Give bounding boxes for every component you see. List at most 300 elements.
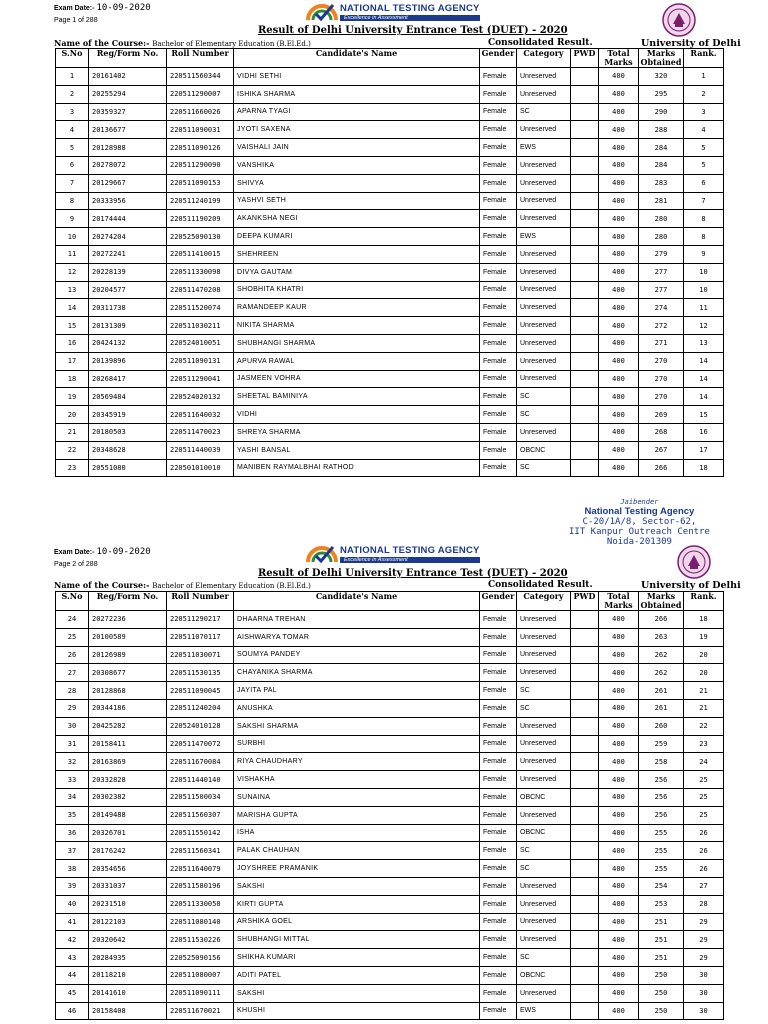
total-marks-cell: 400 — [599, 1002, 639, 1020]
consolidated-label: Consolidated Result. — [488, 580, 593, 590]
gender-cell: Female — [480, 459, 517, 477]
table-row — [56, 682, 724, 700]
serial-number-cell: 1 — [56, 68, 89, 86]
gender-cell: Female — [480, 753, 517, 771]
gender-cell: Female — [480, 860, 517, 878]
university-name: University of Delhi — [641, 580, 741, 591]
table-row — [56, 192, 724, 210]
reg-form-number-cell: 20139896 — [89, 352, 167, 370]
marks-obtained-cell: 261 — [639, 682, 684, 700]
column-header-candidate-name: Candidate's Name — [234, 592, 480, 611]
total-marks-cell: 400 — [599, 842, 639, 860]
gender-cell: Female — [480, 441, 517, 459]
total-marks-cell: 400 — [599, 85, 639, 103]
marks-obtained-cell: 270 — [639, 352, 684, 370]
candidate-name-cell: SOUMYA PANDEY — [234, 646, 480, 664]
reg-form-number-cell: 20131309 — [89, 317, 167, 335]
rank-cell: 17 — [684, 441, 724, 459]
pwd-cell — [571, 753, 599, 771]
rank-cell: 20 — [684, 646, 724, 664]
nta-logo: NATIONAL TESTING AGENCY Excellence in Assessment — [306, 542, 480, 566]
serial-number-cell: 39 — [56, 877, 89, 895]
category-cell: Unreserved — [517, 753, 571, 771]
total-marks-cell: 400 — [599, 352, 639, 370]
nta-emblem-icon — [306, 0, 338, 24]
gender-cell: Female — [480, 174, 517, 192]
marks-obtained-cell: 260 — [639, 717, 684, 735]
column-header-candidate-name: Candidate's Name — [234, 49, 480, 68]
roll-number-cell: 220511190209 — [167, 210, 234, 228]
gender-cell: Female — [480, 949, 517, 967]
serial-number-cell: 42 — [56, 931, 89, 949]
serial-number-cell: 26 — [56, 646, 89, 664]
table-row — [56, 352, 724, 370]
category-cell: Unreserved — [517, 299, 571, 317]
nta-logo: NATIONAL TESTING AGENCY Excellence in Assessment — [306, 0, 480, 24]
reg-form-number-cell: 20320642 — [89, 931, 167, 949]
total-marks-cell: 400 — [599, 388, 639, 406]
pwd-cell — [571, 949, 599, 967]
table-row — [56, 895, 724, 913]
total-marks-cell: 400 — [599, 664, 639, 682]
pwd-cell — [571, 121, 599, 139]
marks-obtained-cell: 266 — [639, 459, 684, 477]
marks-obtained-cell: 250 — [639, 966, 684, 984]
category-cell: Unreserved — [517, 628, 571, 646]
rank-cell: 8 — [684, 210, 724, 228]
pwd-cell — [571, 771, 599, 789]
serial-number-cell: 40 — [56, 895, 89, 913]
category-cell: SC — [517, 388, 571, 406]
serial-number-cell: 14 — [56, 299, 89, 317]
roll-number-cell: 220511070117 — [167, 628, 234, 646]
gender-cell: Female — [480, 788, 517, 806]
category-cell: SC — [517, 682, 571, 700]
result-title: Result of Delhi University Entrance Test (DUET) - 2020 — [258, 568, 568, 579]
university-emblem-icon — [662, 3, 696, 37]
marks-obtained-cell: 251 — [639, 931, 684, 949]
gender-cell: Female — [480, 156, 517, 174]
gender-cell: Female — [480, 824, 517, 842]
table-row — [56, 913, 724, 931]
gender-cell: Female — [480, 646, 517, 664]
rank-cell: 11 — [684, 299, 724, 317]
serial-number-cell: 24 — [56, 611, 89, 629]
reg-form-number-cell: 20231510 — [89, 895, 167, 913]
gender-cell: Female — [480, 245, 517, 263]
table-row — [56, 210, 724, 228]
exam-date: Exam Date:- 10-09-2020 — [54, 547, 151, 557]
marks-obtained-cell: 262 — [639, 664, 684, 682]
roll-number-cell: 220511240204 — [167, 699, 234, 717]
marks-obtained-cell: 279 — [639, 245, 684, 263]
roll-number-cell: 220511330050 — [167, 895, 234, 913]
pwd-cell — [571, 103, 599, 121]
rank-cell: 28 — [684, 895, 724, 913]
roll-number-cell: 220511090045 — [167, 682, 234, 700]
rank-cell: 27 — [684, 877, 724, 895]
total-marks-cell: 400 — [599, 228, 639, 246]
result-table — [55, 591, 724, 1020]
rank-cell: 29 — [684, 949, 724, 967]
column-header-marks-obtained: Marks Obtained — [639, 49, 684, 68]
roll-number-cell: 220511440140 — [167, 771, 234, 789]
category-cell: Unreserved — [517, 174, 571, 192]
serial-number-cell: 20 — [56, 406, 89, 424]
category-cell: EWS — [517, 1002, 571, 1020]
rank-cell: 21 — [684, 682, 724, 700]
candidate-name-cell: SAKSHI — [234, 984, 480, 1002]
serial-number-cell: 43 — [56, 949, 89, 967]
rank-cell: 26 — [684, 842, 724, 860]
gender-cell: Female — [480, 352, 517, 370]
candidate-name-cell: AISHWARYA TOMAR — [234, 628, 480, 646]
rank-cell: 3 — [684, 103, 724, 121]
category-cell: Unreserved — [517, 245, 571, 263]
rank-cell: 26 — [684, 860, 724, 878]
serial-number-cell: 34 — [56, 788, 89, 806]
pwd-cell — [571, 877, 599, 895]
marks-obtained-cell: 284 — [639, 156, 684, 174]
pwd-cell — [571, 68, 599, 86]
rank-cell: 4 — [684, 121, 724, 139]
pwd-cell — [571, 441, 599, 459]
table-row — [56, 388, 724, 406]
rank-cell: 14 — [684, 370, 724, 388]
rank-cell: 29 — [684, 913, 724, 931]
roll-number-cell: 220501010010 — [167, 459, 234, 477]
pwd-cell — [571, 299, 599, 317]
table-row — [56, 121, 724, 139]
total-marks-cell: 400 — [599, 788, 639, 806]
rank-cell: 18 — [684, 459, 724, 477]
marks-obtained-cell: 270 — [639, 388, 684, 406]
roll-number-cell: 220511090111 — [167, 984, 234, 1002]
gender-cell: Female — [480, 699, 517, 717]
rank-cell: 13 — [684, 334, 724, 352]
university-emblem-icon — [677, 545, 711, 579]
marks-obtained-cell: 253 — [639, 895, 684, 913]
marks-obtained-cell: 288 — [639, 121, 684, 139]
rank-cell: 24 — [684, 753, 724, 771]
marks-obtained-cell: 255 — [639, 860, 684, 878]
candidate-name-cell: CHAYANIKA SHARMA — [234, 664, 480, 682]
marks-obtained-cell: 256 — [639, 806, 684, 824]
table-row — [56, 334, 724, 352]
table-header — [56, 592, 724, 611]
serial-number-cell: 33 — [56, 771, 89, 789]
column-header-gender: Gender — [480, 49, 517, 68]
reg-form-number-cell: 20176242 — [89, 842, 167, 860]
signature: Jaibender — [620, 498, 659, 506]
candidate-name-cell: SHIKHA KUMARI — [234, 949, 480, 967]
roll-number-cell: 220511290041 — [167, 370, 234, 388]
marks-obtained-cell: 320 — [639, 68, 684, 86]
serial-number-cell: 13 — [56, 281, 89, 299]
serial-number-cell: 28 — [56, 682, 89, 700]
roll-number-cell: 220511640079 — [167, 860, 234, 878]
table-row — [56, 824, 724, 842]
roll-number-cell: 220511530135 — [167, 664, 234, 682]
reg-form-number-cell: 20424132 — [89, 334, 167, 352]
category-cell: Unreserved — [517, 611, 571, 629]
pwd-cell — [571, 174, 599, 192]
category-cell: Unreserved — [517, 913, 571, 931]
reg-form-number-cell: 20161402 — [89, 68, 167, 86]
marks-obtained-cell: 261 — [639, 699, 684, 717]
reg-form-number-cell: 20174444 — [89, 210, 167, 228]
category-cell: Unreserved — [517, 806, 571, 824]
marks-obtained-cell: 259 — [639, 735, 684, 753]
total-marks-cell: 400 — [599, 156, 639, 174]
candidate-name-cell: SAKSHI — [234, 877, 480, 895]
marks-obtained-cell: 263 — [639, 628, 684, 646]
roll-number-cell: 220511560344 — [167, 68, 234, 86]
pwd-cell — [571, 85, 599, 103]
marks-obtained-cell: 270 — [639, 370, 684, 388]
table-row — [56, 842, 724, 860]
pwd-cell — [571, 210, 599, 228]
serial-number-cell: 12 — [56, 263, 89, 281]
serial-number-cell: 37 — [56, 842, 89, 860]
reg-form-number-cell: 20255294 — [89, 85, 167, 103]
rank-cell: 5 — [684, 139, 724, 157]
candidate-name-cell: YASHI BANSAL — [234, 441, 480, 459]
reg-form-number-cell: 20308677 — [89, 664, 167, 682]
rank-cell: 10 — [684, 281, 724, 299]
serial-number-cell: 16 — [56, 334, 89, 352]
roll-number-cell: 220511470023 — [167, 423, 234, 441]
gender-cell: Female — [480, 717, 517, 735]
exam-date: Exam Date:- 10-09-2020 — [54, 3, 151, 13]
gender-cell: Female — [480, 370, 517, 388]
category-cell: Unreserved — [517, 646, 571, 664]
reg-form-number-cell: 20100589 — [89, 628, 167, 646]
gender-cell: Female — [480, 771, 517, 789]
column-header-serial-number: S.No — [56, 49, 89, 68]
roll-number-cell: 220511090153 — [167, 174, 234, 192]
total-marks-cell: 400 — [599, 245, 639, 263]
total-marks-cell: 400 — [599, 771, 639, 789]
pwd-cell — [571, 717, 599, 735]
column-header-marks-obtained: Marks Obtained — [639, 592, 684, 611]
category-cell: SC — [517, 406, 571, 424]
gender-cell: Female — [480, 984, 517, 1002]
gender-cell: Female — [480, 664, 517, 682]
gender-cell: Female — [480, 423, 517, 441]
total-marks-cell: 400 — [599, 210, 639, 228]
gender-cell: Female — [480, 406, 517, 424]
total-marks-cell: 400 — [599, 699, 639, 717]
reg-form-number-cell: 20180503 — [89, 423, 167, 441]
category-cell: Unreserved — [517, 664, 571, 682]
serial-number-cell: 41 — [56, 913, 89, 931]
roll-number-cell: 220511290217 — [167, 611, 234, 629]
category-cell: Unreserved — [517, 984, 571, 1002]
total-marks-cell: 400 — [599, 103, 639, 121]
roll-number-cell: 220511080140 — [167, 913, 234, 931]
roll-number-cell: 220511080007 — [167, 966, 234, 984]
category-cell: Unreserved — [517, 263, 571, 281]
table-row — [56, 103, 724, 121]
roll-number-cell: 220511560307 — [167, 806, 234, 824]
candidate-name-cell: JOYSHREE PRAMANIK — [234, 860, 480, 878]
category-cell: Unreserved — [517, 931, 571, 949]
total-marks-cell: 400 — [599, 263, 639, 281]
rank-cell: 12 — [684, 317, 724, 335]
reg-form-number-cell: 20344186 — [89, 699, 167, 717]
pwd-cell — [571, 860, 599, 878]
pwd-cell — [571, 245, 599, 263]
table-row — [56, 984, 724, 1002]
candidate-name-cell: DIVYA GAUTAM — [234, 263, 480, 281]
marks-obtained-cell: 250 — [639, 984, 684, 1002]
table-row — [56, 931, 724, 949]
roll-number-cell: 220511670021 — [167, 1002, 234, 1020]
pwd-cell — [571, 1002, 599, 1020]
serial-number-cell: 27 — [56, 664, 89, 682]
marks-obtained-cell: 250 — [639, 1002, 684, 1020]
pwd-cell — [571, 699, 599, 717]
marks-obtained-cell: 254 — [639, 877, 684, 895]
candidate-name-cell: JASMEEN VOHRA — [234, 370, 480, 388]
category-cell: Unreserved — [517, 423, 571, 441]
candidate-name-cell: SHOBHITA KHATRI — [234, 281, 480, 299]
rank-cell: 16 — [684, 423, 724, 441]
reg-form-number-cell: 20274204 — [89, 228, 167, 246]
pwd-cell — [571, 806, 599, 824]
column-header-roll-number: Roll Number — [167, 49, 234, 68]
reg-form-number-cell: 20333956 — [89, 192, 167, 210]
pwd-cell — [571, 388, 599, 406]
total-marks-cell: 400 — [599, 806, 639, 824]
serial-number-cell: 17 — [56, 352, 89, 370]
total-marks-cell: 400 — [599, 334, 639, 352]
serial-number-cell: 21 — [56, 423, 89, 441]
serial-number-cell: 35 — [56, 806, 89, 824]
category-cell: SC — [517, 699, 571, 717]
table-row — [56, 735, 724, 753]
candidate-name-cell: VIDHI SETHI — [234, 68, 480, 86]
pwd-cell — [571, 370, 599, 388]
total-marks-cell: 400 — [599, 895, 639, 913]
gender-cell: Female — [480, 877, 517, 895]
serial-number-cell: 29 — [56, 699, 89, 717]
pwd-cell — [571, 156, 599, 174]
category-cell: Unreserved — [517, 352, 571, 370]
table-row — [56, 646, 724, 664]
table-row — [56, 717, 724, 735]
rank-cell: 1 — [684, 68, 724, 86]
candidate-name-cell: DHAARNA TREHAN — [234, 611, 480, 629]
marks-obtained-cell: 269 — [639, 406, 684, 424]
roll-number-cell: 220525090130 — [167, 228, 234, 246]
category-cell: EWS — [517, 228, 571, 246]
category-cell: Unreserved — [517, 895, 571, 913]
pwd-cell — [571, 406, 599, 424]
category-cell: Unreserved — [517, 717, 571, 735]
serial-number-cell: 7 — [56, 174, 89, 192]
gender-cell: Female — [480, 68, 517, 86]
serial-number-cell: 44 — [56, 966, 89, 984]
candidate-name-cell: ISHIKA SHARMA — [234, 85, 480, 103]
gender-cell: Female — [480, 103, 517, 121]
candidate-name-cell: SHEHREEN — [234, 245, 480, 263]
pwd-cell — [571, 352, 599, 370]
pwd-cell — [571, 966, 599, 984]
total-marks-cell: 400 — [599, 423, 639, 441]
rank-cell: 29 — [684, 931, 724, 949]
rank-cell: 5 — [684, 156, 724, 174]
reg-form-number-cell: 20204577 — [89, 281, 167, 299]
table-row — [56, 441, 724, 459]
category-cell: OBCNC — [517, 966, 571, 984]
gender-cell: Female — [480, 281, 517, 299]
candidate-name-cell: SHREYA SHARMA — [234, 423, 480, 441]
table-row — [56, 85, 724, 103]
candidate-name-cell: SAKSHI SHARMA — [234, 717, 480, 735]
total-marks-cell: 400 — [599, 174, 639, 192]
table-row — [56, 423, 724, 441]
candidate-name-cell: NIKITA SHARMA — [234, 317, 480, 335]
candidate-name-cell: SUNAINA — [234, 788, 480, 806]
result-table — [55, 48, 724, 477]
column-header-reg-form-number: Reg/Form No. — [89, 592, 167, 611]
roll-number-cell: 220511240199 — [167, 192, 234, 210]
pwd-cell — [571, 842, 599, 860]
serial-number-cell: 18 — [56, 370, 89, 388]
candidate-name-cell: ISHA — [234, 824, 480, 842]
total-marks-cell: 400 — [599, 121, 639, 139]
rank-cell: 14 — [684, 352, 724, 370]
column-header-roll-number: Roll Number — [167, 592, 234, 611]
total-marks-cell: 400 — [599, 628, 639, 646]
marks-obtained-cell: 295 — [639, 85, 684, 103]
rank-cell: 25 — [684, 806, 724, 824]
roll-number-cell: 220511440039 — [167, 441, 234, 459]
pwd-cell — [571, 263, 599, 281]
marks-obtained-cell: 268 — [639, 423, 684, 441]
roll-number-cell: 220511090031 — [167, 121, 234, 139]
rank-cell: 20 — [684, 664, 724, 682]
serial-number-cell: 23 — [56, 459, 89, 477]
category-cell: Unreserved — [517, 210, 571, 228]
roll-number-cell: 220511530226 — [167, 931, 234, 949]
gender-cell: Female — [480, 85, 517, 103]
serial-number-cell: 25 — [56, 628, 89, 646]
candidate-name-cell: APURVA RAWAL — [234, 352, 480, 370]
table-row — [56, 628, 724, 646]
gender-cell: Female — [480, 682, 517, 700]
category-cell: SC — [517, 860, 571, 878]
marks-obtained-cell: 267 — [639, 441, 684, 459]
table-row — [56, 1002, 724, 1020]
reg-form-number-cell: 20302382 — [89, 788, 167, 806]
table-row — [56, 860, 724, 878]
page-number: Page 1 of 288 — [54, 17, 98, 24]
table-row — [56, 174, 724, 192]
gender-cell: Female — [480, 842, 517, 860]
serial-number-cell: 30 — [56, 717, 89, 735]
table-row — [56, 699, 724, 717]
reg-form-number-cell: 20284935 — [89, 949, 167, 967]
gender-cell: Female — [480, 192, 517, 210]
roll-number-cell: 220511030071 — [167, 646, 234, 664]
pwd-cell — [571, 984, 599, 1002]
roll-number-cell: 220511290090 — [167, 156, 234, 174]
reg-form-number-cell: 20272241 — [89, 245, 167, 263]
reg-form-number-cell: 20326701 — [89, 824, 167, 842]
